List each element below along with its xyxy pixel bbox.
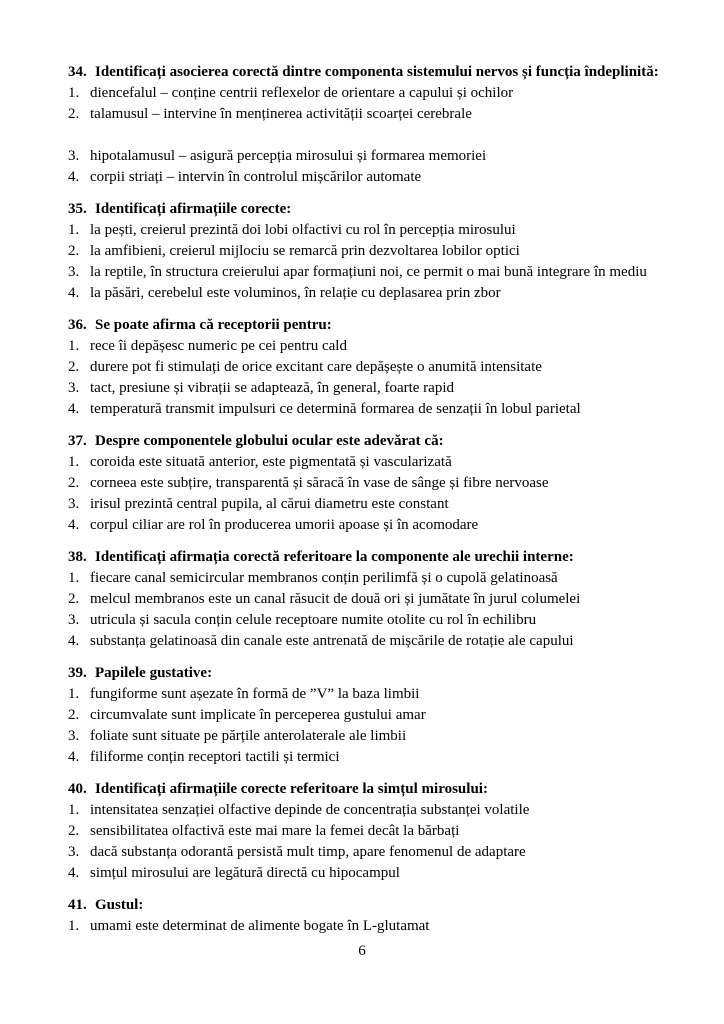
- question-title: [68, 199, 666, 220]
- option-text: melcul membranos este un canal răsucit de două ori și jumătate în jurul columelei: [90, 591, 581, 607]
- question-block: [68, 431, 666, 536]
- answer-option: [68, 220, 666, 241]
- option-number: 3.: [68, 148, 80, 164]
- option-number: 4.: [68, 633, 80, 649]
- answer-option: [68, 167, 666, 188]
- option-number: 3.: [68, 496, 80, 512]
- question-title-text: Identificați afirmațiile corecte:: [95, 201, 292, 217]
- question-block: [68, 199, 666, 304]
- option-number: 2.: [68, 106, 80, 122]
- question-number: 38.: [68, 549, 87, 565]
- option-text: irisul prezintă central pupila, al cărui diametru este constant: [90, 496, 449, 512]
- option-list: [68, 916, 666, 937]
- option-text: circumvalate sunt implicate în perceperea gustului amar: [90, 707, 426, 723]
- option-number: 1.: [68, 454, 80, 470]
- option-number: 3.: [68, 612, 80, 628]
- answer-option: [68, 589, 666, 610]
- option-text: umami este determinat de alimente bogate în L-glutamat: [90, 918, 430, 934]
- option-number: 4.: [68, 169, 80, 185]
- question-number: 41.: [68, 897, 87, 913]
- option-text: sensibilitatea olfactivă este mai mare la femei decât la bărbați: [90, 823, 460, 839]
- question-block: [68, 62, 666, 188]
- answer-option: [68, 83, 666, 104]
- answer-option: [68, 357, 666, 378]
- answer-option: [68, 104, 666, 125]
- option-text: temperatură transmit impulsuri ce determină formarea de senzații în lobul parietal: [90, 401, 581, 417]
- question-number: 40.: [68, 781, 87, 797]
- option-number: 1.: [68, 918, 80, 934]
- option-number: 2.: [68, 591, 80, 607]
- question-title-text: Despre componentele globului ocular este adevărat că:: [95, 433, 444, 449]
- option-text: diencefalul – conține centrii reflexelor de orientare a capului și ochilor: [90, 85, 514, 101]
- option-text: substanța gelatinoasă din canale este antrenată de mișcările de rotație ale capului: [90, 633, 574, 649]
- option-text: la pești, creierul prezintă doi lobi olfactivi cu rol în percepția mirosului: [90, 222, 516, 238]
- answer-option: [68, 821, 666, 842]
- option-text: rece îi depășesc numeric pe cei pentru cald: [90, 338, 347, 354]
- question-title-text: Identificați afirmația corectă referitoare la componente ale urechii interne:: [95, 549, 574, 565]
- question-title-text: Gustul:: [95, 897, 144, 913]
- option-text: filiforme conțin receptori tactili și termici: [90, 749, 340, 765]
- answer-option: [68, 747, 666, 768]
- option-text: fiecare canal semicircular membranos conțin perilimfă și o cupolă gelatinoasă: [90, 570, 558, 586]
- answer-option: [68, 515, 666, 536]
- answer-option: [68, 473, 666, 494]
- option-number: 2.: [68, 243, 80, 259]
- option-number: 2.: [68, 707, 80, 723]
- answer-option: [68, 610, 666, 631]
- answer-option: [68, 726, 666, 747]
- question-list: [68, 62, 666, 937]
- answer-option: [68, 494, 666, 515]
- option-text: talamusul – intervine în menținerea activității scoarței cerebrale: [90, 106, 472, 122]
- option-text: durere pot fi stimulați de orice excitant care depășește o anumită intensitate: [90, 359, 542, 375]
- answer-option: [68, 378, 666, 399]
- option-number: 4.: [68, 401, 80, 417]
- option-text: dacă substanța odorantă persistă mult timp, apare fenomenul de adaptare: [90, 844, 526, 860]
- option-number: 1.: [68, 222, 80, 238]
- question-block: [68, 315, 666, 420]
- question-title: [68, 547, 666, 568]
- option-number: 3.: [68, 844, 80, 860]
- answer-option: [68, 863, 666, 884]
- question-title-text: Papilele gustative:: [95, 665, 213, 681]
- answer-option: [68, 568, 666, 589]
- answer-option: [68, 399, 666, 420]
- question-title: [68, 779, 666, 800]
- question-title-text: Se poate afirma că receptorii pentru:: [95, 317, 332, 333]
- option-text: coroida este situată anterior, este pigmentată și vascularizată: [90, 454, 452, 470]
- option-number: 4.: [68, 865, 80, 881]
- option-number: 1.: [68, 802, 80, 818]
- option-list: [68, 568, 666, 652]
- question-block: [68, 547, 666, 652]
- answer-option: [68, 705, 666, 726]
- question-number: 39.: [68, 665, 87, 681]
- option-number: 2.: [68, 475, 80, 491]
- answer-option: [68, 146, 666, 167]
- option-number: 2.: [68, 823, 80, 839]
- question-number: 35.: [68, 201, 87, 217]
- option-list: [68, 800, 666, 884]
- question-title: [68, 315, 666, 336]
- answer-option: [68, 283, 666, 304]
- question-number: 37.: [68, 433, 87, 449]
- option-number: 3.: [68, 380, 80, 396]
- question-block: [68, 663, 666, 768]
- answer-option: [68, 842, 666, 863]
- question-block: [68, 779, 666, 884]
- question-title: [68, 663, 666, 684]
- option-text: tact, presiune și vibrații se adaptează, în general, foarte rapid: [90, 380, 454, 396]
- option-text: la reptile, în structura creierului apar formațiuni noi, ce permit o mai bună integrare în mediu: [90, 264, 647, 280]
- option-number: 1.: [68, 686, 80, 702]
- option-number: 1.: [68, 570, 80, 586]
- answer-option: [68, 452, 666, 473]
- question-title-text: Identificați afirmațiile corecte referitoare la simțul mirosului:: [95, 781, 488, 797]
- option-list: [68, 452, 666, 536]
- option-text: corpul ciliar are rol în producerea umorii apoase și în acomodare: [90, 517, 479, 533]
- question-block: [68, 895, 666, 937]
- answer-option: [68, 916, 666, 937]
- option-list: [68, 220, 666, 304]
- answer-option: [68, 241, 666, 262]
- option-text: corpii striați – intervin în controlul mișcărilor automate: [90, 169, 422, 185]
- question-title: [68, 62, 666, 83]
- option-text: fungiforme sunt așezate în formă de ”V” la baza limbii: [90, 686, 420, 702]
- option-text: la păsări, cerebelul este voluminos, în relație cu deplasarea prin zbor: [90, 285, 501, 301]
- option-text: intensitatea senzației olfactive depinde de concentrația substanței volatile: [90, 802, 530, 818]
- answer-option: [68, 684, 666, 705]
- answer-option: [68, 800, 666, 821]
- option-number: 2.: [68, 359, 80, 375]
- option-text: corneea este subțire, transparentă și săracă în vase de sânge și fibre nervoase: [90, 475, 549, 491]
- question-number: 36.: [68, 317, 87, 333]
- option-text: la amfibieni, creierul mijlociu se remarcă prin dezvoltarea lobilor optici: [90, 243, 520, 259]
- question-title: [68, 895, 666, 916]
- option-number: 4.: [68, 517, 80, 533]
- question-number: 34.: [68, 64, 87, 80]
- option-number: 4.: [68, 285, 80, 301]
- option-number: 1.: [68, 85, 80, 101]
- answer-option: [68, 336, 666, 357]
- option-list: [68, 336, 666, 420]
- option-list: [68, 83, 666, 188]
- question-title-text: Identificați asocierea corectă dintre componenta sistemului nervos și funcția îndeplinită:: [95, 64, 659, 80]
- page-number: 6: [358, 943, 366, 959]
- option-list: [68, 684, 666, 768]
- option-text: hipotalamusul – asigură percepția mirosului și formarea memoriei: [90, 148, 487, 164]
- option-number: 1.: [68, 338, 80, 354]
- answer-option: [68, 262, 666, 283]
- option-number: 3.: [68, 728, 80, 744]
- option-number: 4.: [68, 749, 80, 765]
- option-text: foliate sunt situate pe părțile anterolaterale ale limbii: [90, 728, 407, 744]
- option-text: utricula și sacula conțin celule receptoare numite otolite cu rol în echilibru: [90, 612, 537, 628]
- question-title: [68, 431, 666, 452]
- option-number: 3.: [68, 264, 80, 280]
- option-text: simțul mirosului are legătură directă cu hipocampul: [90, 865, 400, 881]
- answer-option: [68, 631, 666, 652]
